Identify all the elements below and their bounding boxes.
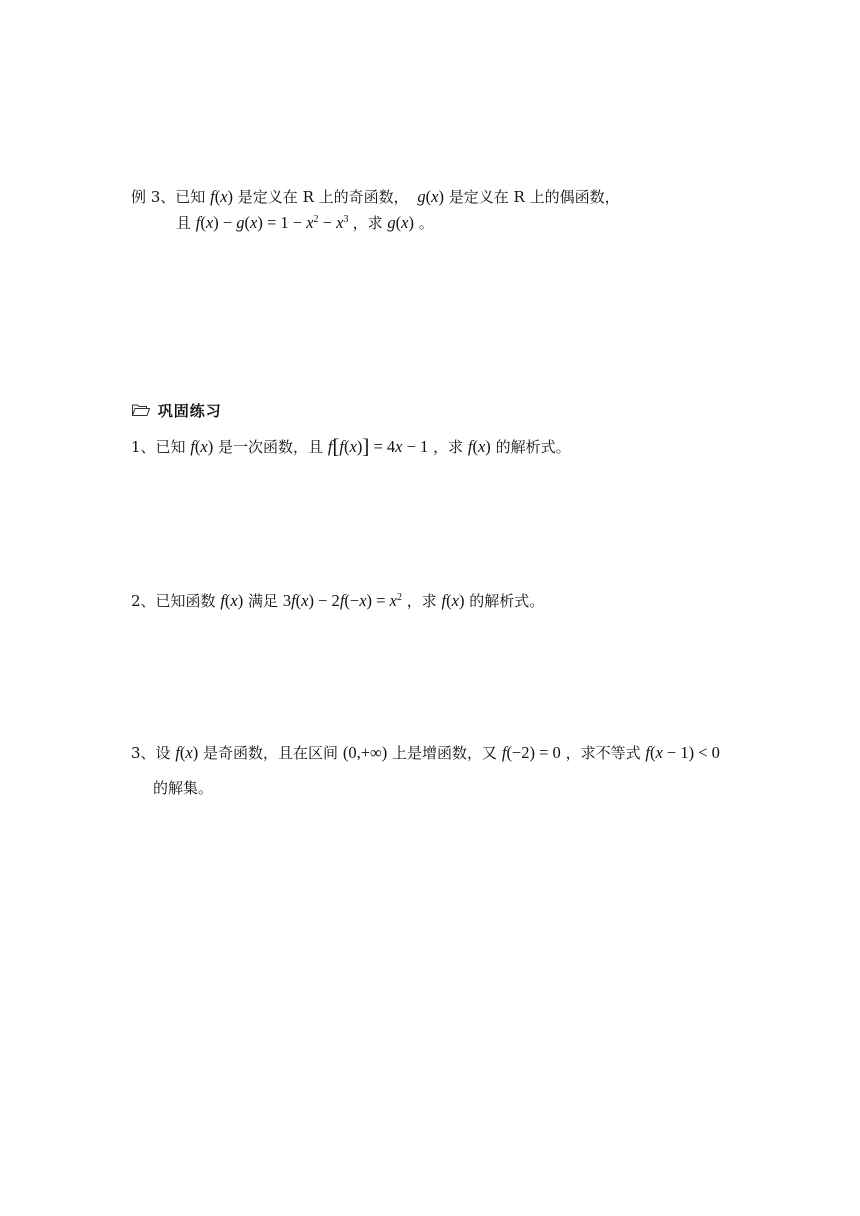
example-3-line-2 [176,213,434,236]
fx-formula: f(x) [190,437,214,456]
text: 的解析式。 [469,592,545,610]
practice-heading-row [131,401,222,422]
fx-formula: f(x) [467,437,491,456]
question-3-line-1 [131,743,720,763]
text: 且 [176,214,192,232]
text: 。 [418,214,434,232]
text: 满足 [248,592,279,610]
fx-formula: f(x) [210,187,234,206]
text: 是一次函数，且 [218,438,324,456]
text: 上是增函数，又 [392,744,498,762]
question-3-line-2 [153,778,213,798]
gx-formula: g(x) [417,187,444,206]
interval-formula: (0,+∞) [342,743,388,762]
example-3-label: 例 3、已知 [131,188,206,206]
fx-formula: f(x) [175,743,199,762]
condition-formula: f(−2) = 0 [501,743,561,762]
text: 的解析式。 [495,438,571,456]
text: 是定义在 R 上的奇函数， [237,188,409,206]
gx-formula: g(x) [387,213,414,232]
question-2-label: 2、已知函数 [131,592,216,610]
text: 的解集。 [153,779,214,797]
text: 是定义在 R 上的偶函数， [448,188,620,206]
question-1-label: 1、已知 [131,438,186,456]
text: ，求不等式 [565,744,641,762]
example-3-line-1 [131,187,620,207]
fx-formula: f(x) [441,591,465,610]
question-1-equation: f[f(x)] = 4x − 1 [327,434,429,458]
practice-heading: 巩固练习 [157,402,222,420]
question-3-label: 3、设 [131,744,171,762]
text: ，求 [433,438,464,456]
text: ，求 [352,214,383,232]
text: 是奇函数，且在区间 [203,744,339,762]
text: ，求 [406,592,437,610]
question-2-equation: $3f(x) - 2f(-x) = x^2$ [282,591,402,610]
folder-icon [131,402,151,422]
question-2 [131,591,544,614]
example-3-equation: $f(x) - g(x) = 1 - x^2 - x^3$ [195,213,349,232]
inequality-formula: f(x − 1) < 0 [645,743,720,762]
fx-formula: f(x) [220,591,244,610]
question-1 [131,435,571,457]
